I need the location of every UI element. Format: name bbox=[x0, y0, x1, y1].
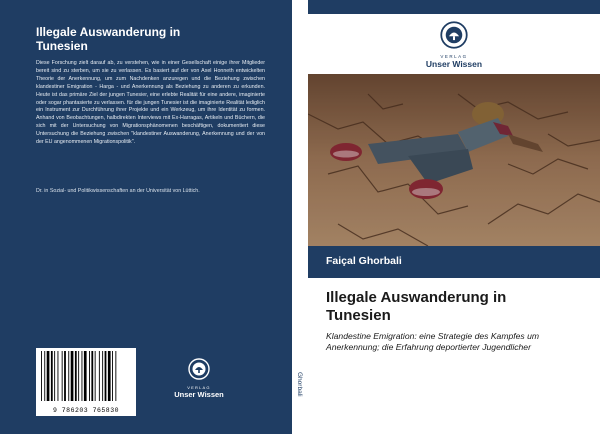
spine-author-text: Ghorbali bbox=[296, 372, 303, 397]
front-title bbox=[326, 289, 588, 325]
back-blurb: Diese Forschung zielt darauf ab, zu verstehen, wie in einer Gesellschaft einige ihrer Mitglieder bereit sind zu sterben, um sie zu verlassen. Es basiert auf der von Axel Honneth entwickelten Theorie der Anerkennung, um zum Nachdenken anzuregen und die Beziehung zwischen klandestiner Emigration - Harga - und Anerkennung als Beziehung zu anderen zu erkunden. Heute ist das primäre Ziel der jungen Tunesier, eine erlebte Realität für eine andere, imaginierte oder sogar phantasierte zu verlassen. für die jungen Tunesier ist die imaginierte Realität lediglich ein Instrument zur Durchführung ihrer Projekte und ein Werkzeug, um ihre Identität zu formen. Anhand von Beobachtungen, halbdirekten Interviews mit Ex-Harragas, Artikeln und Büchern, die sich mit der Untersuchung von Migrationsphänomenen beschäftigen, dokumentiert diese Untersuchung die Beziehung zwischen "klandestiner Auswanderung, Anerkennung und der von der EU angenommenen Migrationspolitik". bbox=[36, 60, 265, 146]
back-title-line1: Illegale Auswanderung in bbox=[36, 25, 181, 39]
author-bar bbox=[308, 246, 600, 278]
front-top-bar bbox=[308, 0, 600, 14]
front-subtitle: Klandestine Emigration: eine Strategie des Kampfes um Anerkennung; die Erfahrung deportierter Jugendlicher bbox=[326, 331, 540, 352]
publisher-logo-icon bbox=[440, 21, 468, 49]
spine-author bbox=[292, 372, 308, 432]
front-publisher-logo bbox=[416, 21, 492, 69]
barcode bbox=[36, 348, 136, 416]
back-author-note: Dr. in Sozial- und Politikwissenschaften an der Universität von Lüttich. bbox=[36, 188, 200, 194]
front-publisher-name: Unser Wissen bbox=[425, 59, 483, 69]
spine bbox=[292, 0, 308, 434]
back-publisher-logo bbox=[171, 358, 227, 399]
cover-photo-image bbox=[308, 74, 600, 246]
back-title-line2: Tunesien bbox=[36, 39, 88, 53]
front-publisher-label: VERLAG bbox=[440, 54, 468, 59]
back-cover bbox=[0, 0, 292, 434]
back-title bbox=[36, 25, 276, 53]
back-publisher-name: Unser Wissen bbox=[174, 390, 224, 399]
front-cover bbox=[308, 0, 600, 434]
publisher-logo-icon bbox=[188, 358, 210, 380]
front-title-line1: Illegale Auswanderung in bbox=[326, 289, 507, 306]
front-title-line2: Tunesien bbox=[326, 307, 391, 324]
barcode-number: 9 786203 765830 bbox=[52, 407, 119, 414]
cover-photo bbox=[308, 74, 600, 246]
front-author: Faiçal Ghorbali bbox=[326, 255, 402, 267]
back-publisher-label: VERLAG bbox=[187, 385, 211, 390]
barcode-icon bbox=[39, 351, 133, 403]
